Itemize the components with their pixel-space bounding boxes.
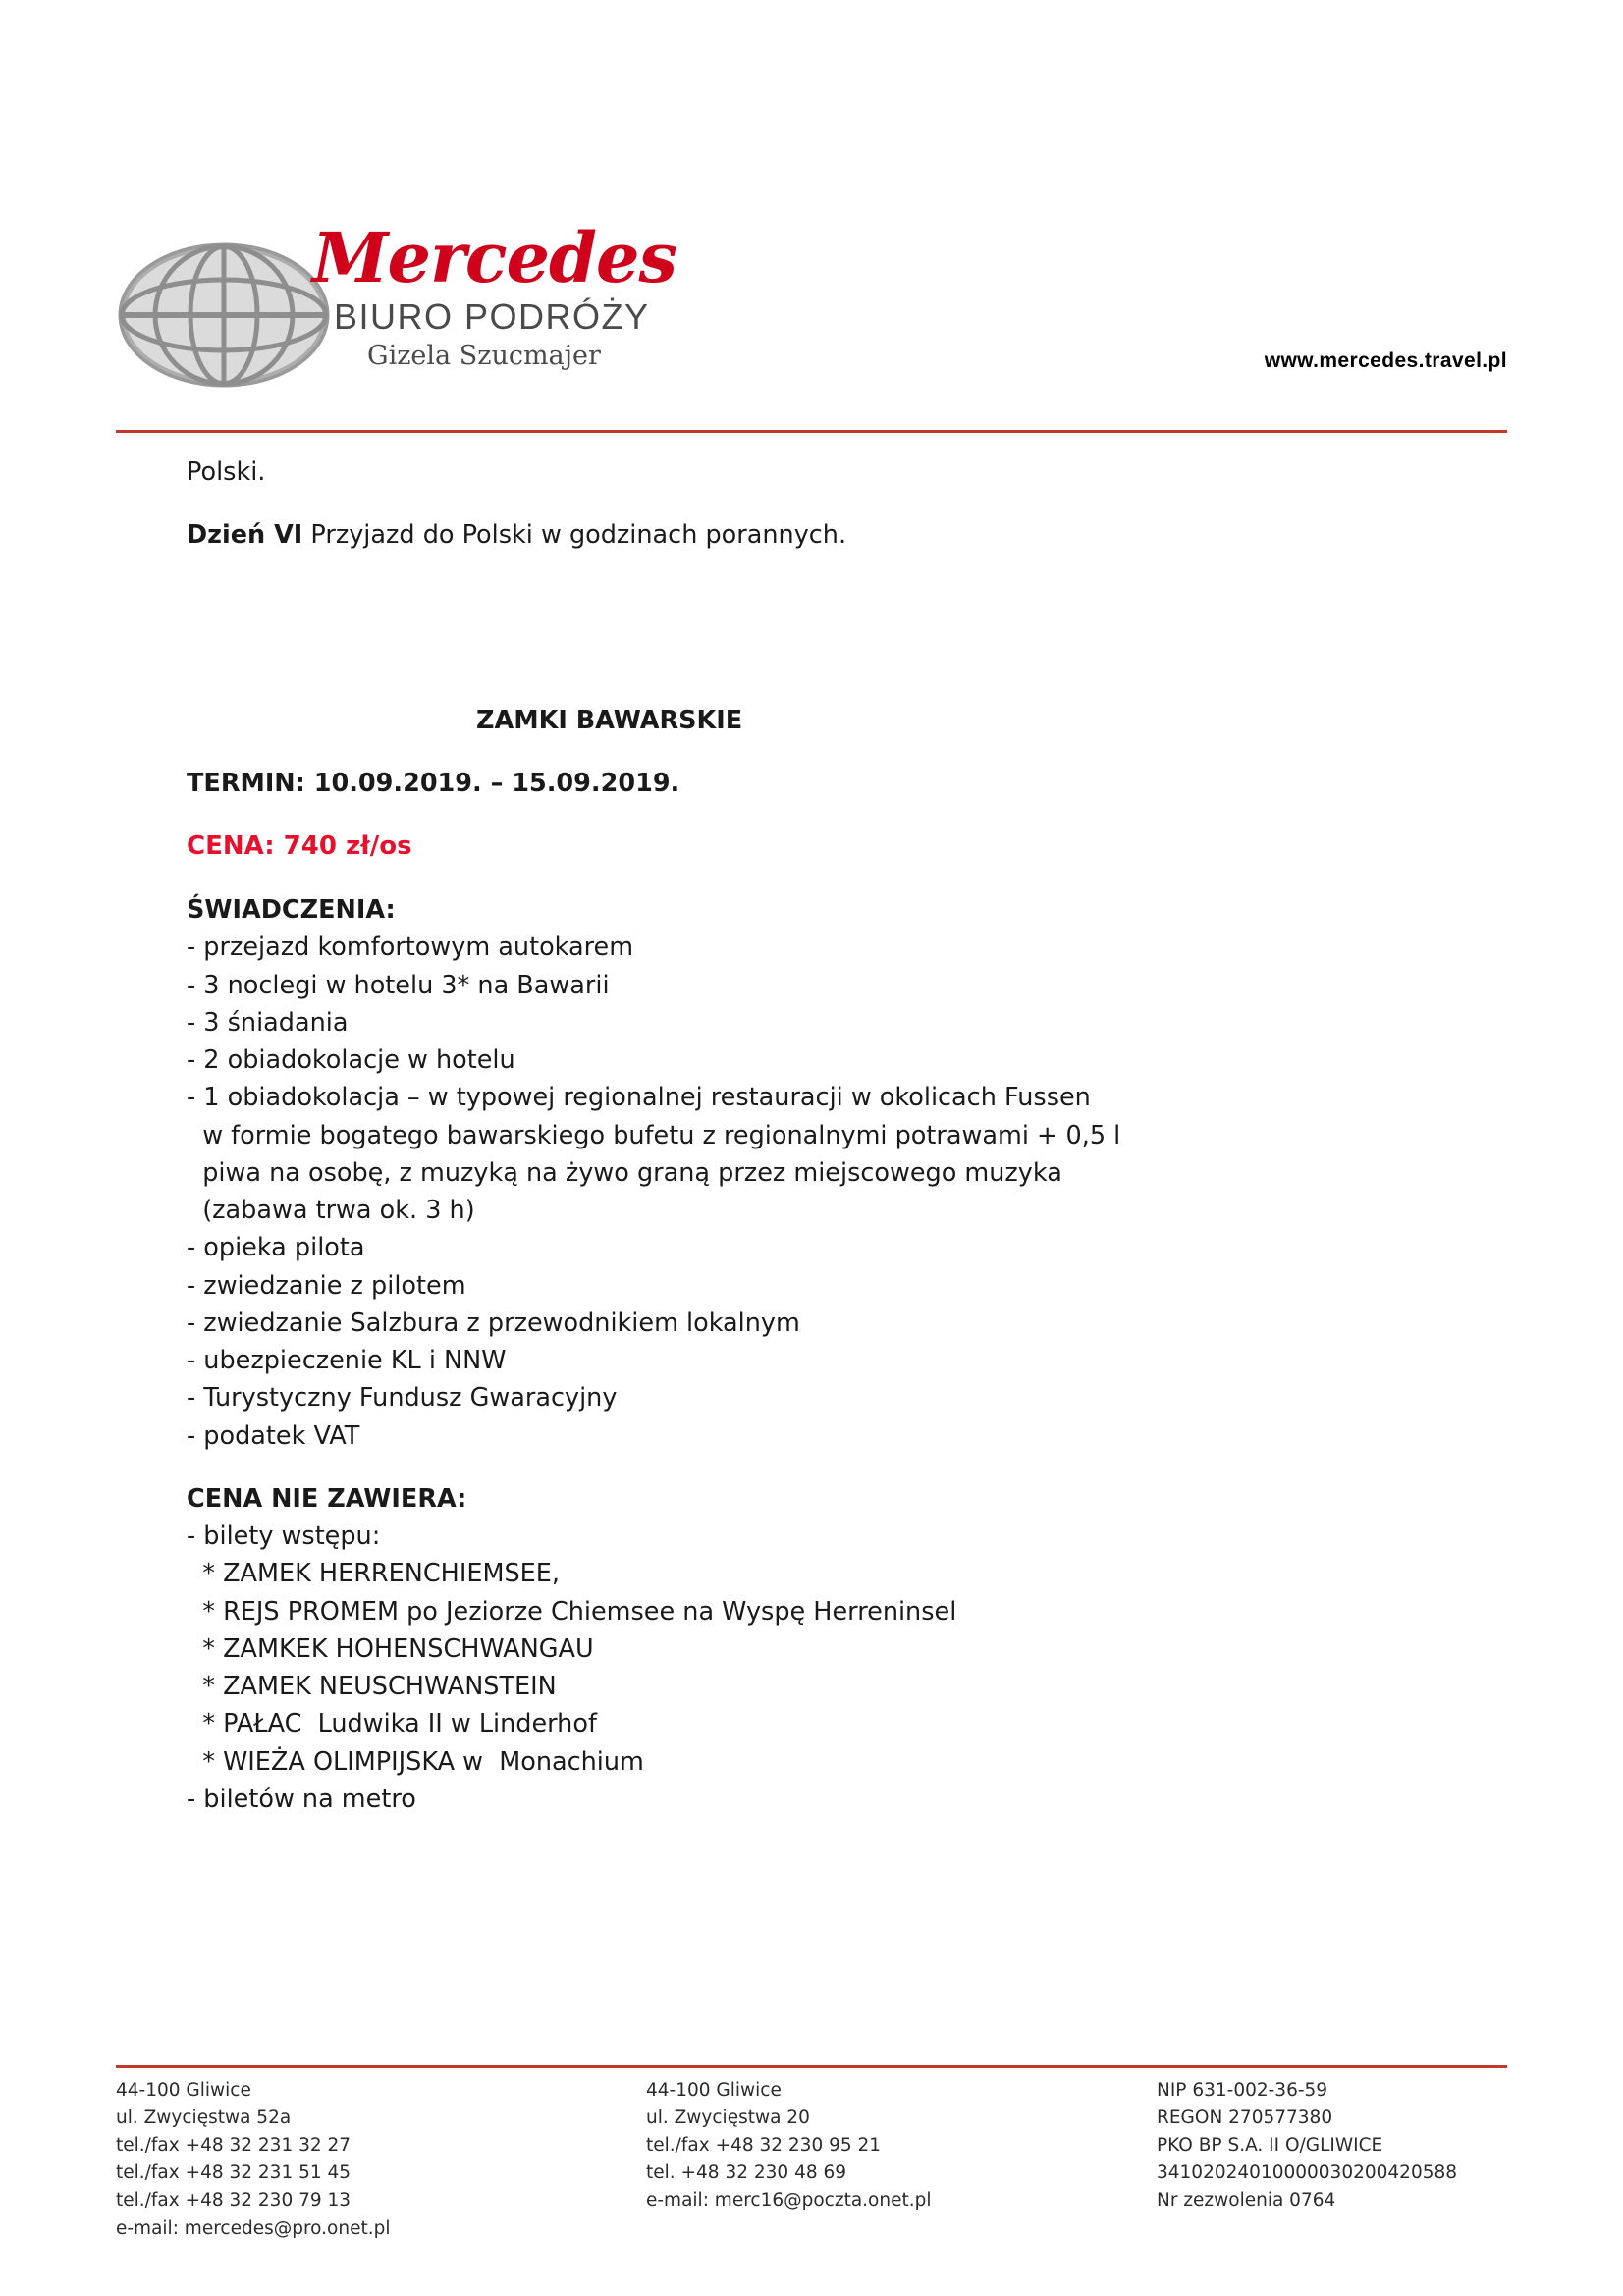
footer-line: tel./fax +48 32 230 79 13	[116, 2190, 352, 2212]
footer-line: tel./fax +48 32 230 95 21	[646, 2135, 882, 2157]
day-text: Przyjazd do Polski w godzinach porannych.	[302, 520, 847, 551]
brand-owner: Gizela Szucmajer	[367, 341, 601, 371]
globe-icon	[116, 241, 332, 389]
list-item: - biletów na metro	[187, 1784, 416, 1814]
list-item: - ubezpieczenie KL i NNW	[187, 1346, 507, 1375]
website-url[interactable]: www.mercedes.travel.pl	[1264, 349, 1507, 372]
day-label: Dzień VI	[187, 520, 303, 551]
header-divider	[116, 430, 1507, 433]
footer-line: REGON 270577380	[1157, 2108, 1333, 2129]
excluded-heading: CENA NIE ZAWIERA:	[187, 1483, 467, 1514]
list-item: - zwiedzanie z pilotem	[187, 1270, 466, 1301]
list-item: * ZAMEK HERRENCHIEMSEE,	[187, 1559, 560, 1589]
list-item: w formie bogatego bawarskiego bufetu z regionalnymi potrawami + 0,5 l	[187, 1120, 1121, 1150]
list-item: - bilety wstępu:	[187, 1522, 381, 1551]
footer-line: ul. Zwycięstwa 20	[646, 2108, 810, 2129]
document-body	[187, 454, 1505, 1818]
footer-divider	[116, 2065, 1507, 2068]
footer-line: NIP 631-002-36-59	[1157, 2080, 1328, 2101]
continuation-text: Polski.	[187, 457, 266, 487]
footer-line: ul. Zwycięstwa 52a	[116, 2108, 292, 2129]
list-item: - podatek VAT	[187, 1420, 360, 1451]
footer-line: 34102024010000030200420588	[1157, 2163, 1458, 2184]
list-item: - zwiedzanie Salzbura z przewodnikiem lokalnym	[187, 1308, 800, 1338]
footer-column-office-2	[646, 2077, 1157, 2239]
brand-name: Mercedes	[312, 217, 676, 298]
list-item: * REJS PROMEM po Jeziorze Chiemsee na Wyspę Herreninsel	[187, 1596, 957, 1627]
brand-text-block	[312, 217, 823, 371]
excluded-list	[187, 1518, 1505, 1818]
list-item: * PAŁAC Ludwika II w Linderhof	[187, 1709, 597, 1739]
company-logo	[116, 217, 823, 400]
footer-column-office-1	[116, 2077, 646, 2239]
footer-column-legal	[1157, 2077, 1549, 2239]
footer-line: PKO BP S.A. II O/GLIWICE	[1157, 2135, 1383, 2157]
list-item: * ZAMKEK HOHENSCHWANGAU	[187, 1633, 594, 1664]
services-heading: ŚWIADCZENIA:	[187, 895, 396, 925]
footer-line: Nr zezwolenia 0764	[1157, 2190, 1336, 2212]
list-item: - 2 obiadokolacje w hotelu	[187, 1045, 515, 1075]
footer-line: 44-100 Gliwice	[646, 2080, 782, 2101]
term-line: TERMIN: 10.09.2019. – 15.09.2019.	[187, 768, 680, 798]
footer-line: 44-100 Gliwice	[116, 2080, 251, 2101]
footer-line: tel. +48 32 230 48 69	[646, 2163, 847, 2184]
services-list	[187, 929, 1505, 1455]
footer-line: tel./fax +48 32 231 32 27	[116, 2135, 352, 2157]
tour-title: ZAMKI BAWARSKIE	[476, 705, 743, 735]
footer-line: tel./fax +48 32 231 51 45	[116, 2163, 352, 2184]
price-line: CENA: 740 zł/os	[187, 831, 412, 861]
brand-subtitle: BIURO PODRÓŻY	[334, 296, 650, 337]
footer-line[interactable]: e-mail: mercedes@pro.onet.pl	[116, 2217, 391, 2239]
document-footer	[116, 2077, 1507, 2239]
list-item: - opieka pilota	[187, 1233, 365, 1263]
list-item: - 1 obiadokolacja – w typowej regionalnej restauracji w okolicach Fussen	[187, 1083, 1091, 1113]
document-header	[116, 217, 1507, 420]
list-item: - przejazd komfortowym autokarem	[187, 933, 634, 963]
list-item: * WIEŻA OLIMPIJSKA w Monachium	[187, 1746, 644, 1777]
list-item: piwa na osobę, z muzyką na żywo graną przez miejscowego muzyka	[187, 1157, 1062, 1188]
list-item: - 3 śniadania	[187, 1007, 349, 1038]
list-item: - 3 noclegi w hotelu 3* na Bawarii	[187, 970, 610, 1000]
footer-line[interactable]: e-mail: merc16@poczta.onet.pl	[646, 2190, 932, 2212]
day-paragraph	[187, 516, 1505, 554]
list-item: * ZAMEK NEUSCHWANSTEIN	[187, 1672, 557, 1701]
list-item: - Turystyczny Fundusz Gwaracyjny	[187, 1383, 618, 1414]
list-item: (zabawa trwa ok. 3 h)	[187, 1196, 475, 1225]
